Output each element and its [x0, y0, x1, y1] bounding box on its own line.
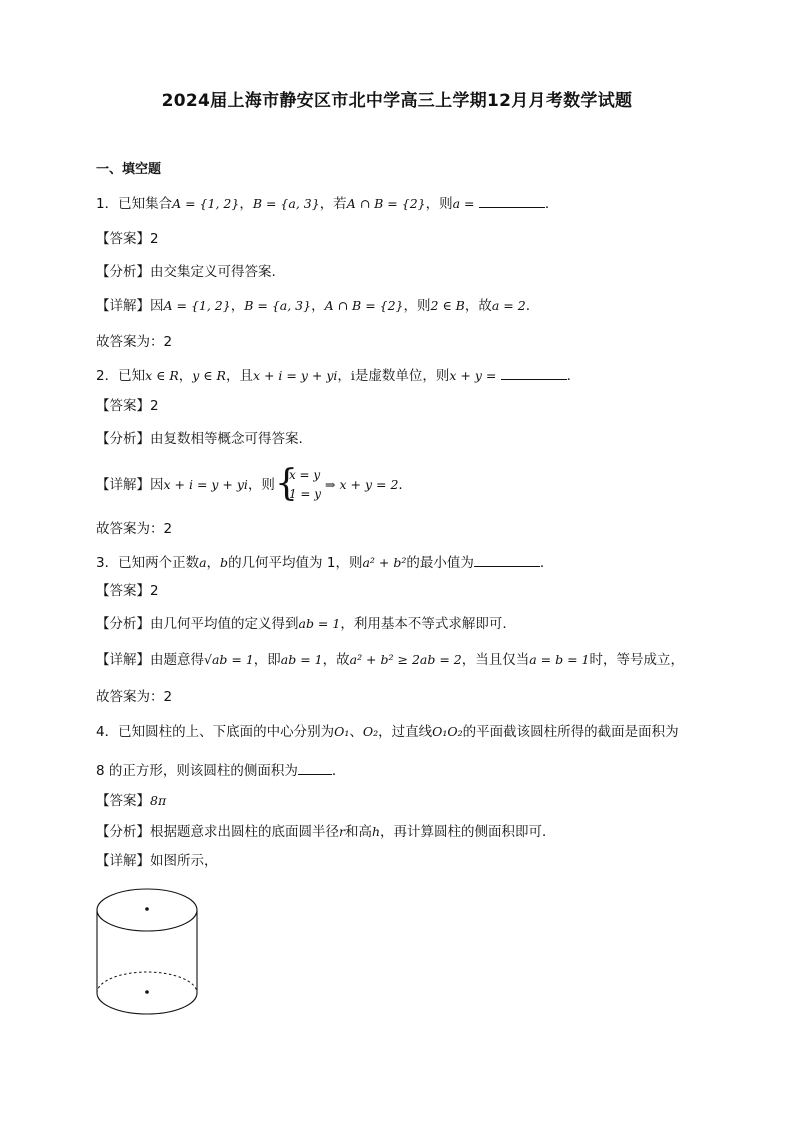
- q2-final-row: [96, 519, 172, 539]
- q2-detail-row: [96, 463, 403, 507]
- q1-text-3: ，则: [425, 196, 453, 212]
- question-2: [96, 365, 580, 386]
- q2-final: 2: [163, 521, 173, 537]
- q3-sep: ，: [206, 555, 221, 571]
- final-label: 故答案为：: [96, 334, 164, 350]
- q2-answer-row: [96, 396, 159, 416]
- q4-sep: 、: [349, 724, 363, 740]
- q4-text-3: 的平面截该圆柱所得的截面是面积为: [462, 724, 679, 740]
- detail-label: 【详解】: [96, 477, 150, 493]
- q2-detail-1: 因: [150, 477, 164, 493]
- q4-center-o2: O₂: [362, 724, 379, 739]
- q1-detail-2: ，: [230, 298, 245, 314]
- q4-analysis-2: 和高: [344, 824, 372, 840]
- q3-text-2: 的几何平均值为 1，则: [228, 555, 363, 571]
- q4-height: h: [371, 824, 381, 839]
- question-1: [96, 193, 558, 214]
- q4-answer-row: [96, 791, 166, 811]
- analysis-label: 【分析】: [96, 264, 150, 280]
- q2-y-real: y ∈ R: [192, 368, 226, 383]
- q1-detail-4: ，则: [403, 298, 431, 314]
- q1-set-b: B = {a, 3}: [252, 196, 320, 211]
- q3-final-row: [96, 687, 172, 707]
- q2-detail-3: .: [398, 477, 403, 493]
- q1-detail-result: a = 2: [491, 298, 526, 313]
- q4-answer-blank: [298, 760, 332, 775]
- q2-sep: ，: [178, 368, 193, 384]
- analysis-label: 【分析】: [96, 824, 150, 840]
- q4-text-1: 已知圆柱的上、下底面的中心分别为: [118, 724, 335, 740]
- q4-text-4: 8 的正方形，则该圆柱的侧面积为: [96, 763, 298, 779]
- q1-detail-cond: A ∩ B = {2}: [324, 298, 404, 313]
- q1-detail-row: [96, 296, 530, 316]
- q3-expression: a² + b²: [362, 555, 407, 570]
- q3-var-b: b: [220, 555, 229, 570]
- q1-detail-6: .: [525, 298, 530, 314]
- q3-detail-1: 由题意得: [150, 652, 204, 668]
- q3-var-a: a: [199, 555, 207, 570]
- q4-radius: r: [339, 824, 345, 839]
- cylinder-bottom-hidden-arc: [97, 972, 197, 993]
- final-label: 故答案为：: [96, 521, 164, 537]
- q4-detail-row: [96, 851, 218, 871]
- answer-label: 【答案】: [96, 793, 150, 809]
- q1-analysis: 由交集定义可得答案.: [150, 264, 276, 280]
- q2-imag-unit: i: [350, 368, 355, 383]
- q4-analysis-row: [96, 822, 556, 842]
- analysis-label: 【分析】: [96, 616, 150, 632]
- q1-answer-row: [96, 229, 159, 249]
- top-center-point: [145, 907, 149, 911]
- q4-detail: 如图所示，: [150, 853, 218, 869]
- q2-detail-equation: x + i = y + yi: [163, 477, 248, 492]
- q2-text-3: ，: [337, 368, 351, 384]
- page-title: 2024届上海市静安区市北中学高三上学期12月月考数学试题: [161, 91, 633, 111]
- analysis-label: 【分析】: [96, 431, 150, 447]
- q1-detail-set-a: A = {1, 2}: [163, 298, 231, 313]
- detail-label: 【详解】: [96, 853, 150, 869]
- q1-detail-set-b: B = {a, 3}: [244, 298, 312, 313]
- q2-ask: x + y =: [449, 368, 497, 383]
- q3-detail-3: ，故: [322, 652, 350, 668]
- q2-answer: 2: [150, 398, 159, 414]
- q3-text-1: 已知两个正数: [118, 555, 200, 571]
- cylinder-bottom-front-arc: [97, 993, 197, 1014]
- q3-detail-4: ，当且仅当: [461, 652, 530, 668]
- q2-text-2: ，且: [225, 368, 253, 384]
- section-heading: 一、填空题: [96, 162, 162, 177]
- q2-implies: ⇒ x + y = 2: [325, 477, 399, 492]
- question-3: [96, 552, 553, 573]
- q3-detail-ab: ab = 1: [280, 652, 323, 667]
- q2-equation-system: [274, 463, 322, 504]
- q3-analysis-ab: ab = 1: [298, 616, 341, 631]
- q1-analysis-row: [96, 262, 276, 282]
- detail-label: 【详解】: [96, 652, 150, 668]
- q2-system-row-2: 1 = y: [288, 487, 322, 501]
- q2-analysis-row: [96, 429, 303, 449]
- q1-detail-rel: 2 ∈ B: [430, 298, 465, 313]
- q4-end: ．: [331, 763, 346, 779]
- q3-end: ．: [539, 555, 554, 571]
- q1-text-2: ，若: [319, 196, 347, 212]
- answer-label: 【答案】: [96, 231, 150, 247]
- q2-number: 2．: [96, 368, 119, 384]
- brace-icon: {: [274, 463, 298, 504]
- q3-detail-inequality: a² + b² ≥ 2ab = 2: [349, 652, 462, 667]
- final-label: 故答案为：: [96, 689, 164, 705]
- q1-detail-1: 因: [150, 298, 164, 314]
- q3-final: 2: [163, 689, 173, 705]
- q3-detail-row: [96, 650, 684, 670]
- q1-detail-3: ，: [311, 298, 325, 314]
- q3-text-3: 的最小值为: [406, 555, 474, 571]
- cylinder-figure: [94, 882, 204, 1018]
- q3-answer-blank: [474, 552, 540, 567]
- q3-answer: 2: [150, 583, 159, 599]
- question-4-line-2: [96, 760, 345, 781]
- q4-center-o1: O₁: [334, 724, 350, 739]
- bottom-center-point: [145, 990, 149, 994]
- q1-sep: ，: [239, 196, 253, 212]
- q4-answer: 8π: [150, 793, 167, 808]
- q2-detail-2: ，则: [247, 477, 275, 493]
- q3-detail-sqrt: √ab = 1: [204, 652, 254, 667]
- q1-ask: a =: [452, 196, 475, 211]
- q3-analysis-1: 由几何平均值的定义得到: [150, 616, 299, 632]
- q3-number: 3．: [96, 555, 119, 571]
- q4-analysis-3: ，再计算圆柱的侧面积即可．: [380, 824, 556, 840]
- q4-analysis-1: 根据题意求出圆柱的底面圆半径: [150, 824, 339, 840]
- q2-analysis: 由复数相等概念可得答案.: [150, 431, 303, 447]
- q2-end: ．: [566, 368, 581, 384]
- q1-final: 2: [163, 334, 173, 350]
- q1-end: ．: [544, 196, 559, 212]
- detail-label: 【详解】: [96, 298, 150, 314]
- q2-text-1: 已知: [118, 368, 146, 384]
- q1-text-1: 已知集合: [118, 196, 173, 212]
- question-4-line-1: [96, 722, 679, 742]
- q3-detail-equal-case: a = b = 1: [529, 652, 590, 667]
- q3-analysis-2: ，利用基本不等式求解即可.: [340, 616, 507, 632]
- answer-label: 【答案】: [96, 583, 150, 599]
- q3-analysis-row: [96, 614, 507, 634]
- q2-text-4: 是虚数单位，则: [354, 368, 450, 384]
- q1-condition: A ∩ B = {2}: [346, 196, 426, 211]
- q2-x-real: x ∈ R: [145, 368, 179, 383]
- q3-detail-2: ，即: [253, 652, 281, 668]
- answer-label: 【答案】: [96, 398, 150, 414]
- q1-number: 1．: [96, 196, 119, 212]
- q2-answer-blank: [501, 365, 567, 380]
- q1-answer-blank: [479, 193, 545, 208]
- q1-final-row: [96, 332, 172, 352]
- q3-answer-row: [96, 581, 159, 601]
- q1-set-a: A = {1, 2}: [172, 196, 240, 211]
- q1-answer: 2: [150, 231, 159, 247]
- q4-line-o1o2: O₁O₂: [432, 724, 463, 739]
- q4-number: 4．: [96, 724, 119, 740]
- q3-detail-5: 时，等号成立，: [589, 652, 684, 668]
- q4-text-2: ，过直线: [378, 724, 433, 740]
- q2-system-row-1: x = y: [288, 468, 321, 482]
- q1-detail-5: ，故: [464, 298, 492, 314]
- q2-equation: x + i = y + yi: [252, 368, 338, 383]
